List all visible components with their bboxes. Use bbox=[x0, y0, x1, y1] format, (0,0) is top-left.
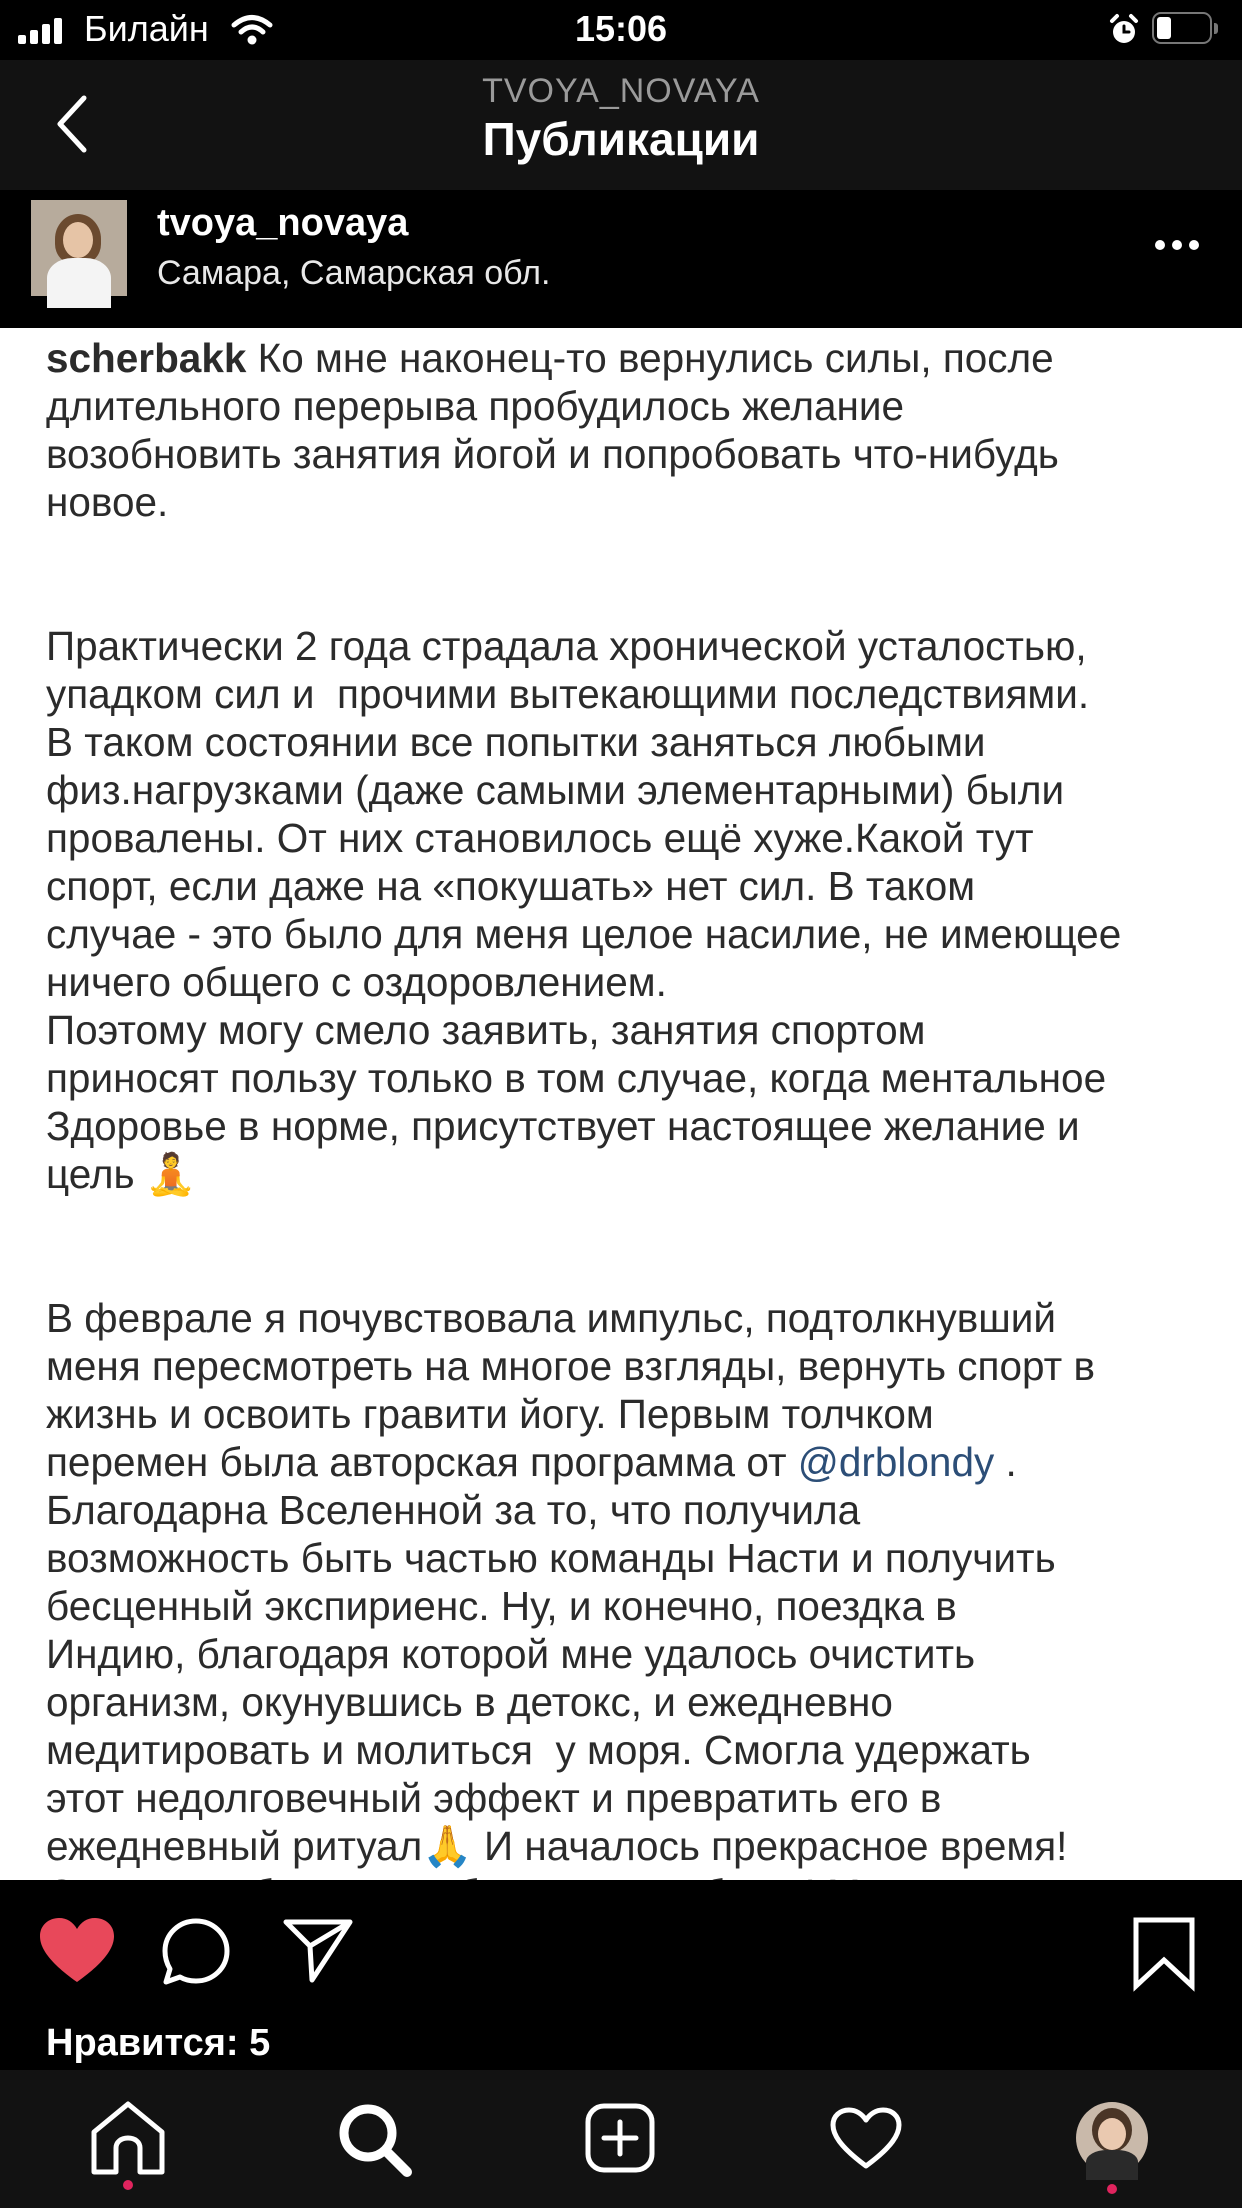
caption-mention: @drblondy bbox=[797, 1439, 995, 1485]
tab-bar bbox=[0, 2070, 1242, 2208]
post-image[interactable] bbox=[0, 328, 1242, 1880]
likes-count[interactable]: Нравится: 5 bbox=[46, 2022, 271, 2064]
post-actions bbox=[0, 1880, 1242, 2070]
alarm-icon bbox=[1108, 14, 1140, 46]
share-send-icon[interactable] bbox=[282, 1916, 354, 1984]
profile-avatar bbox=[1076, 2102, 1148, 2174]
profile-notification-dot bbox=[1107, 2184, 1117, 2194]
comment-icon[interactable] bbox=[160, 1916, 232, 1988]
tab-home[interactable] bbox=[88, 2100, 168, 2190]
caption-text-part2: . Благодарна Вселенной за то, что получила возможность быть частью команды Насти и получить бесценный экспириенс. Ну, и конечно, поездка в Индию, благодаря которой мне удалось очистить организм, окунувшись в детокс, и ежедневно медитировать и молиться у моря. Смогла удержать этот недолговечный эффект и превратить его в ежедневный ритуал🙏 И началось прекрасное время! bbox=[46, 1439, 1068, 1869]
page-title: Публикации bbox=[482, 113, 760, 165]
tab-new-post[interactable] bbox=[584, 2102, 656, 2174]
search-icon bbox=[337, 2102, 413, 2178]
caption-text-part1: Ко мне наконец-то вернулись силы, после длительного перерыва пробудилось желание возобновить занятия йогой и попробовать что-нибудь новое. Практически 2 года страдала хронической усталостью, упадком сил и прочими вытекающими последствиями. В таком состоянии все попытки заняться любыми физ.нагрузками (даже самыми элементарными) были провалены. От них становилось ещё хуже.Какой тут спорт, если даже на «покушать» нет сил. В таком случае - это было для меня целое насилие, не имеющее ничего общего с оздоровлением. Поэтому могу смело заявить, занятия спортом приносят пользу только в том случае, когда ментальное Здоровье в норме, присутствует настоящее желание и цель 🧘 В феврале я почувствовала импульс, подтолкнувший меня пересмотреть на многое взгляды, вернуть спорт в жизнь и освоить гравити йогу. Первым толчком перемен была авторская программа от bbox=[46, 335, 1122, 1485]
more-options-icon[interactable] bbox=[1154, 239, 1200, 251]
add-post-icon bbox=[584, 2102, 656, 2174]
tab-activity[interactable] bbox=[829, 2106, 903, 2172]
clock-time: 15:06 bbox=[574, 8, 668, 49]
bookmark-icon[interactable] bbox=[1132, 1916, 1196, 1990]
caption-image-text bbox=[46, 334, 1216, 1918]
status-bar bbox=[0, 0, 1242, 60]
caption-username: scherbakk bbox=[46, 335, 247, 381]
post-location[interactable]: Самара, Самарская обл. bbox=[157, 254, 551, 292]
post-username[interactable]: tvoya_novaya bbox=[157, 202, 409, 244]
carrier-name: Билайн bbox=[84, 8, 209, 49]
like-heart-icon[interactable] bbox=[38, 1916, 116, 1986]
home-icon bbox=[88, 2100, 168, 2176]
tab-search[interactable] bbox=[337, 2102, 413, 2178]
tab-profile[interactable] bbox=[1076, 2102, 1148, 2194]
home-notification-dot bbox=[123, 2180, 133, 2190]
page-subtitle: TVOYA_NOVAYA bbox=[482, 72, 760, 110]
avatar[interactable] bbox=[31, 200, 127, 296]
battery-icon bbox=[1152, 12, 1218, 46]
post-header bbox=[0, 192, 1242, 327]
nav-header bbox=[0, 60, 1242, 190]
activity-heart-icon bbox=[829, 2106, 903, 2172]
